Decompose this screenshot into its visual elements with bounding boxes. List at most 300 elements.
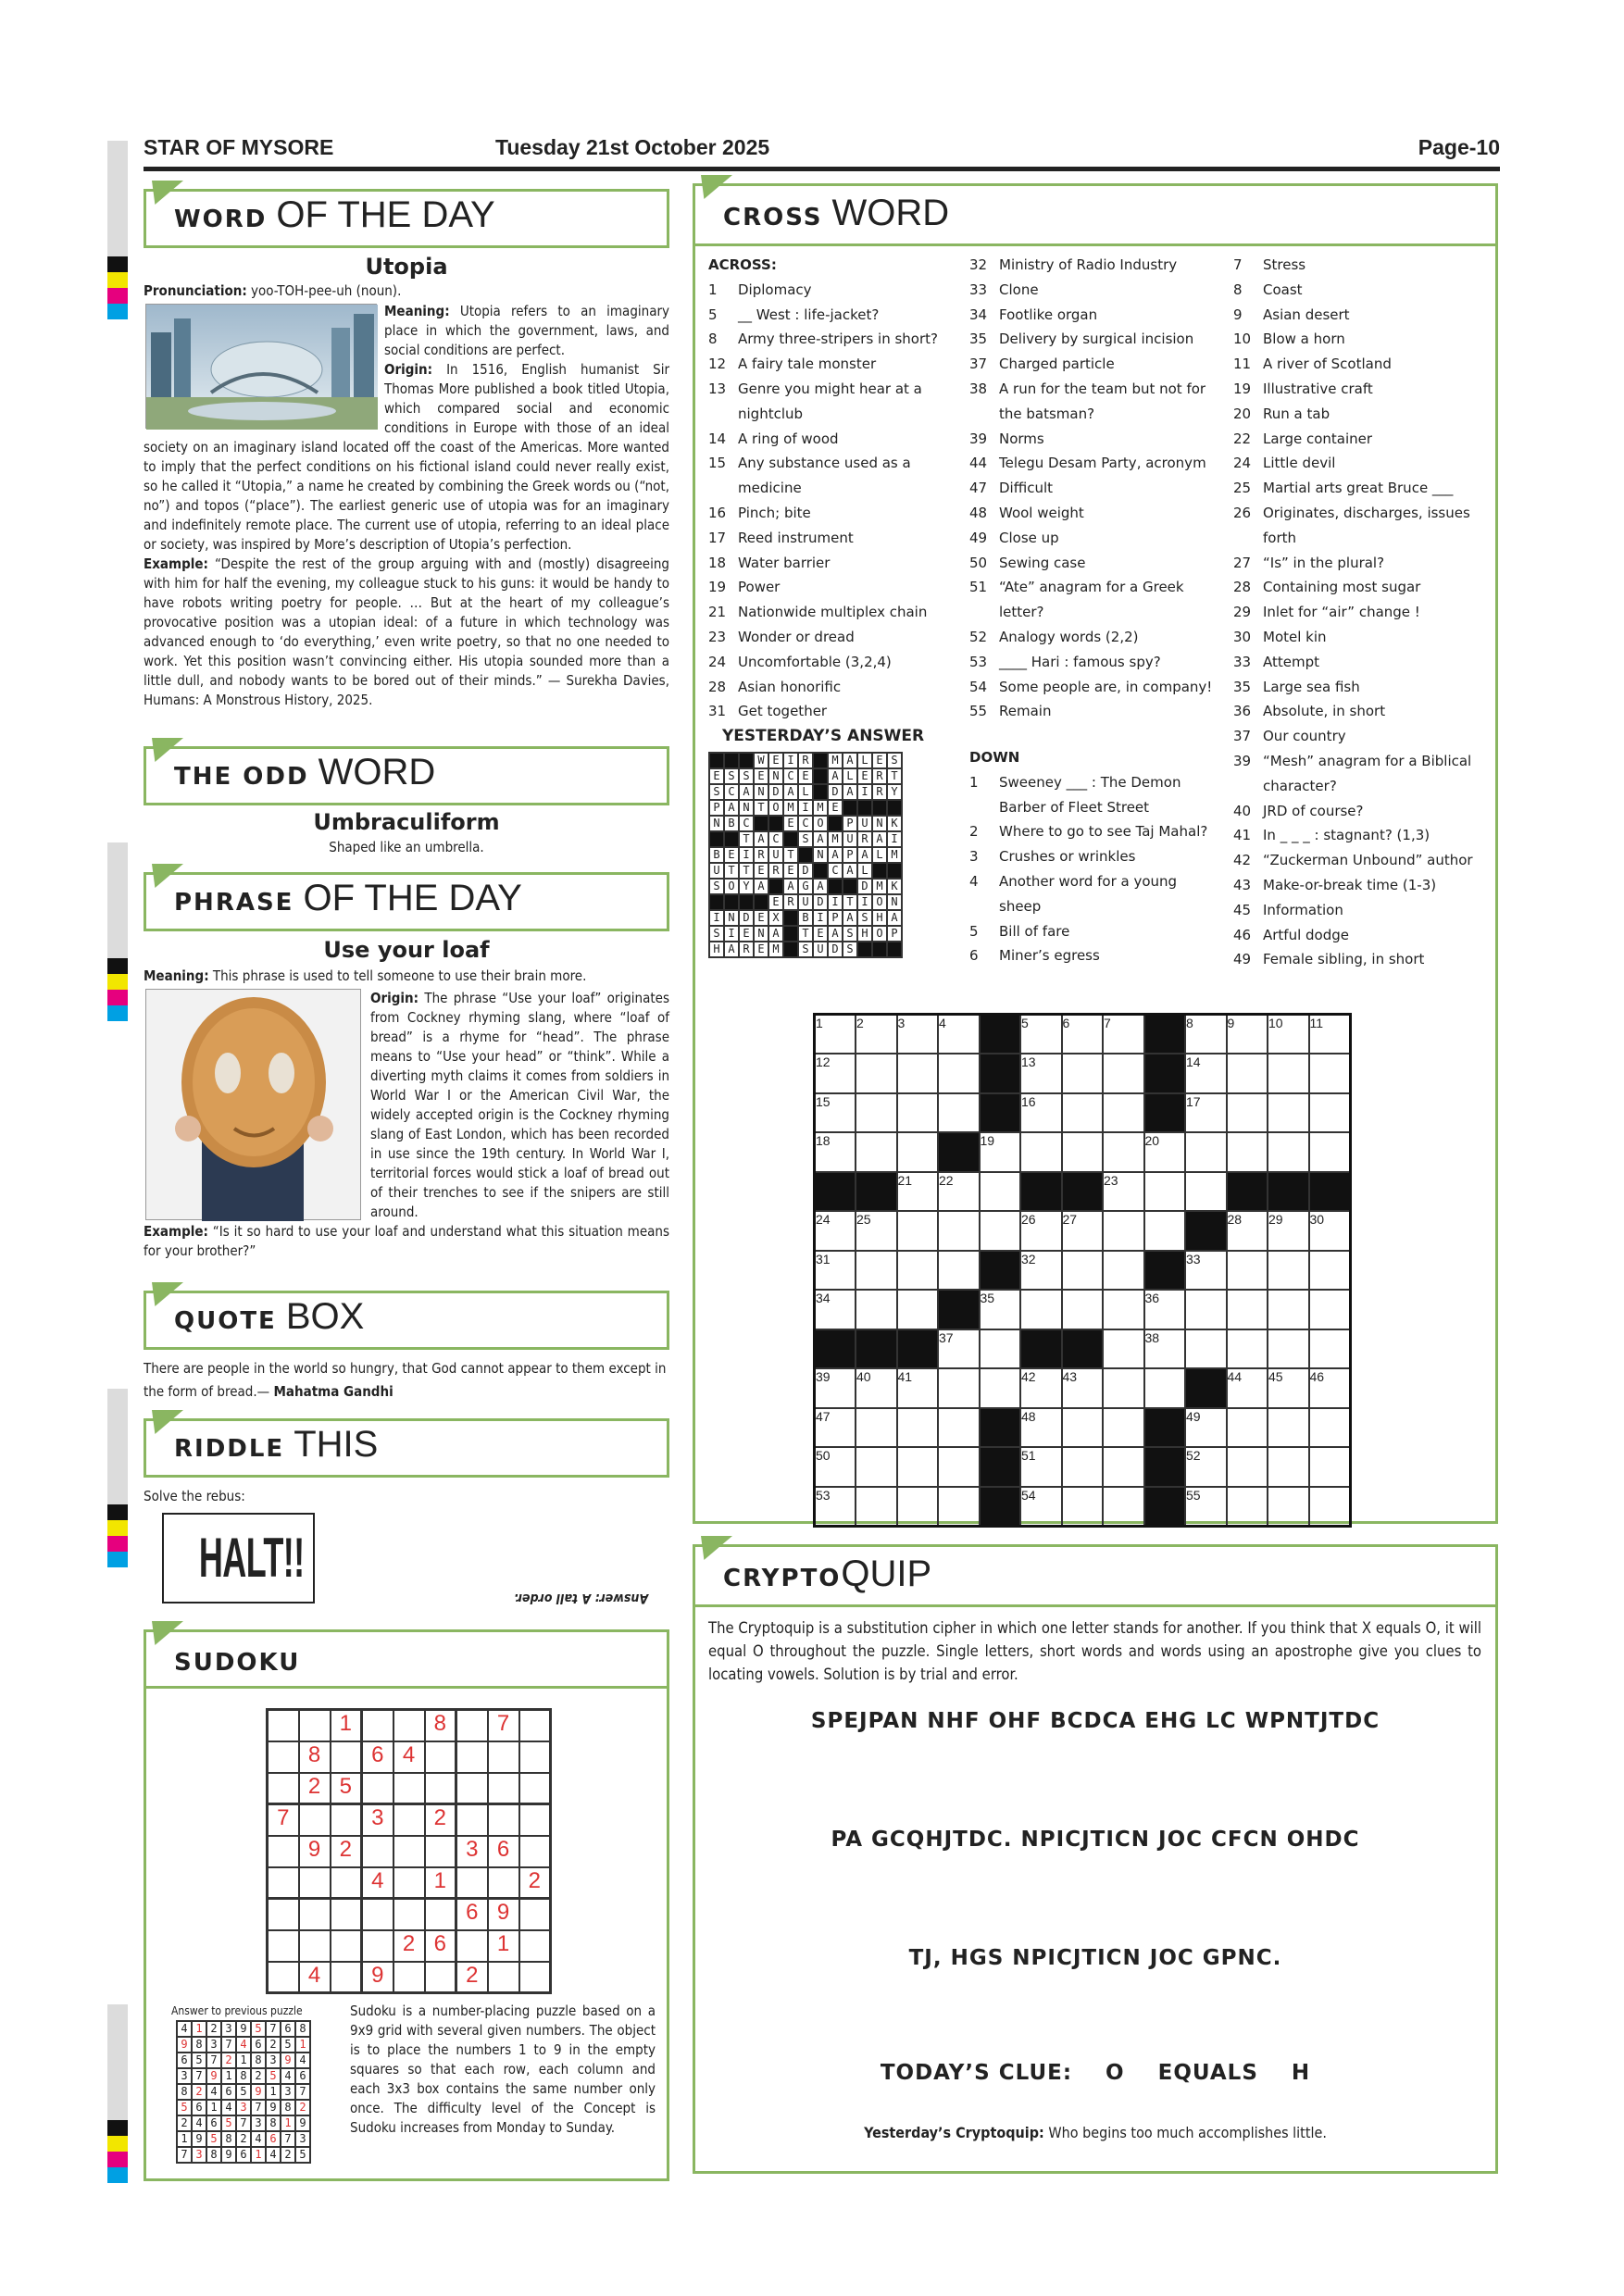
crossword-cell[interactable] [1227,1251,1268,1291]
sudoku-cell[interactable] [488,1741,519,1773]
crossword-cell[interactable] [1062,1251,1104,1291]
sudoku-cell[interactable]: 2 [331,1836,362,1867]
sudoku-cell[interactable] [299,1867,331,1899]
answer-cell: P [828,910,843,926]
previous-sudoku-cell: 5 [295,2147,310,2163]
sudoku-cell[interactable]: 2 [456,1962,488,1993]
sudoku-cell[interactable] [394,1899,425,1930]
clue-number: 46 [1233,926,1252,943]
crossword-cell[interactable] [856,1408,897,1448]
crossword-cell[interactable] [1062,1290,1104,1329]
sudoku-cell[interactable]: 4 [394,1741,425,1773]
sudoku-cell[interactable] [456,1710,488,1741]
clue-number: 39 [969,430,988,447]
clue-item [708,278,949,303]
sudoku-cell[interactable]: 7 [268,1804,299,1836]
clue-item [1233,749,1497,799]
crossword-cell[interactable] [1062,1054,1104,1093]
sudoku-cell[interactable] [519,1930,551,1962]
crossword-cell[interactable] [980,1211,1021,1251]
crossword-cell[interactable]: 46 [1309,1368,1351,1408]
crossword-cell[interactable] [1144,1211,1186,1251]
previous-sudoku-cell: 9 [251,2084,266,2100]
crossword-cell[interactable]: 53 [815,1487,856,1527]
crossword-cell[interactable] [897,1251,939,1291]
sudoku-cell[interactable] [519,1962,551,1993]
origin-text: The phrase “Use your loaf” originates from Cockney rhyming slang, where “loaf of bread” is a rhyme for “head”. The phrase means to “Use your head” or “think”. While a diverting myth claims it comes from soldiers in World War I or the American Civil War, the widely accepted origin is the Cockney rhyming slang of East London, which has been recorded in use since the 19th century. In World War I, territorial forces would stick a loaf of bread out of their trenches to see if the snipers are still around. [370,990,669,1220]
crossword-cell[interactable] [1103,1290,1144,1329]
sudoku-cell[interactable] [456,1804,488,1836]
crossword-cell[interactable]: 40 [856,1368,897,1408]
answer-cell: I [857,894,872,910]
crossword-cell[interactable]: 10 [1268,1015,1309,1054]
crossword-cell[interactable] [938,1368,980,1408]
black-square [1144,1447,1186,1487]
sudoku-cell[interactable]: 5 [331,1773,362,1804]
crossword-cell[interactable]: 43 [1062,1368,1104,1408]
crossword-cell[interactable]: 55 [1185,1487,1227,1527]
sudoku-cell[interactable]: 7 [488,1710,519,1741]
sudoku-cell[interactable]: 4 [362,1867,394,1899]
sudoku-cell[interactable] [299,1899,331,1930]
sudoku-cell[interactable]: 6 [488,1836,519,1867]
crossword-cell[interactable] [1103,1329,1144,1369]
answer-cell: U [768,847,783,863]
clue-number: 53 [969,653,988,670]
crossword-cell[interactable] [856,1054,897,1093]
sudoku-cell[interactable] [425,1773,456,1804]
crossword-cell[interactable] [1020,1132,1062,1172]
crossword-cell[interactable]: 38 [1144,1329,1186,1369]
crossword-cell[interactable]: 51 [1020,1447,1062,1487]
crossword-cell[interactable] [1227,1290,1268,1329]
sudoku-cell[interactable] [268,1899,299,1930]
sudoku-cell[interactable] [362,1710,394,1741]
crossword-cell[interactable] [1062,1408,1104,1448]
crossword-cell[interactable] [1103,1251,1144,1291]
answer-cell [768,879,783,894]
crossword-cell[interactable] [1268,1487,1309,1527]
crossword-cell[interactable] [1062,1487,1104,1527]
crossword-cell[interactable] [1227,1487,1268,1527]
crossword-cell[interactable] [1227,1054,1268,1093]
crossword-cell[interactable] [1185,1172,1227,1212]
crossword-cell[interactable] [856,1447,897,1487]
sudoku-cell[interactable] [268,1710,299,1741]
previous-sudoku-cell: 3 [266,2053,281,2068]
clue-item [708,600,949,625]
sudoku-cell[interactable] [331,1804,362,1836]
crossword-cell[interactable]: 41 [897,1368,939,1408]
crossword-cell[interactable] [1103,1447,1144,1487]
sudoku-cell[interactable] [425,1899,456,1930]
crossword-cell[interactable] [1103,1408,1144,1448]
sudoku-cell[interactable] [456,1867,488,1899]
crossword-cell[interactable]: 9 [1227,1015,1268,1054]
sudoku-cell[interactable] [362,1836,394,1867]
answer-cell: R [857,831,872,847]
clue-text: Make-or-break time (1-3) [1263,876,1437,893]
crossword-cell[interactable] [856,1132,897,1172]
crossword-cell[interactable]: 50 [815,1447,856,1487]
crossword-cell[interactable] [1268,1329,1309,1369]
crossword-cell[interactable] [1020,1290,1062,1329]
crossword-cell[interactable]: 19 [980,1132,1021,1172]
answer-cell: A [843,753,857,768]
crossword-cell[interactable]: 30 [1309,1211,1351,1251]
crossword-cell[interactable] [856,1251,897,1291]
crossword-cell[interactable]: 31 [815,1251,856,1291]
crossword-cell[interactable] [1309,1251,1351,1291]
sudoku-cell[interactable] [331,1962,362,1993]
cryptoquip-line-3: TJ, HGS NPICJTICN JOC GPNC. [908,1946,1282,1970]
sudoku-cell[interactable] [394,1962,425,1993]
sudoku-cell[interactable] [362,1899,394,1930]
sudoku-cell[interactable]: 9 [299,1836,331,1867]
crossword-cell[interactable]: 12 [815,1054,856,1093]
crossword-cell[interactable] [897,1054,939,1093]
sudoku-cell[interactable] [268,1836,299,1867]
crossword-cell[interactable] [1268,1447,1309,1487]
sudoku-cell[interactable] [519,1804,551,1836]
down-label: DOWN [969,749,1020,766]
crossword-cell[interactable] [1144,1368,1186,1408]
clue-item [1233,600,1497,625]
crossword-cell[interactable] [980,1368,1021,1408]
previous-sudoku-cell: 3 [295,2131,310,2147]
answer-cell: A [843,784,857,800]
crossword-cell[interactable]: 39 [815,1368,856,1408]
previous-sudoku-cell: 6 [266,2131,281,2147]
crossword-cell[interactable] [897,1093,939,1133]
clue-item [969,501,1229,526]
sudoku-cell[interactable] [268,1962,299,1993]
crossword-cell[interactable]: 17 [1185,1093,1227,1133]
crossword-cell[interactable]: 44 [1227,1368,1268,1408]
previous-sudoku-cell: 3 [281,2084,295,2100]
clue-number: 2 [969,823,979,841]
crossword-cell[interactable]: 18 [815,1132,856,1172]
clue-text: A fairy tale monster [738,356,877,373]
crossword-cell[interactable] [1103,1093,1144,1133]
crossword-cell[interactable] [856,1093,897,1133]
sudoku-cell[interactable] [519,1836,551,1867]
previous-sudoku-cell: 8 [281,2100,295,2115]
crossword-cell[interactable] [1103,1368,1144,1408]
crossword-cell[interactable]: 29 [1268,1211,1309,1251]
previous-sudoku-answer [176,2020,311,2164]
sudoku-cell[interactable] [394,1836,425,1867]
answer-cell: P [709,800,724,816]
answer-cell: N [768,768,783,784]
crossword-cell[interactable] [1268,1093,1309,1133]
crossword-cell[interactable]: 42 [1020,1368,1062,1408]
crossword-cell[interactable] [856,1290,897,1329]
section-title-bold: WORD [174,206,268,233]
crossword-cell[interactable]: 7 [1103,1015,1144,1054]
clue-item [708,650,949,675]
crossword-cell[interactable] [1268,1054,1309,1093]
crossword-cell[interactable]: 47 [815,1408,856,1448]
sudoku-cell[interactable] [394,1804,425,1836]
crossword-cell[interactable]: 26 [1020,1211,1062,1251]
sudoku-cell[interactable]: 9 [488,1899,519,1930]
clue-item [1233,451,1497,476]
sudoku-cell[interactable]: 4 [299,1962,331,1993]
sudoku-cell[interactable]: 3 [456,1836,488,1867]
sudoku-cell[interactable]: 1 [331,1710,362,1741]
crossword-cell[interactable] [938,1487,980,1527]
crossword-cell[interactable] [1227,1447,1268,1487]
sudoku-cell[interactable] [488,1962,519,1993]
answer-cell: R [798,753,813,768]
crossword-cell[interactable] [1227,1132,1268,1172]
clue-item [969,352,1229,377]
crossword-cell[interactable]: 21 [897,1172,939,1212]
answer-cell [887,942,902,957]
crossword-cell[interactable] [1103,1487,1144,1527]
crossword-cell[interactable] [938,1054,980,1093]
sudoku-cell[interactable]: 6 [456,1899,488,1930]
crossword-cell[interactable] [938,1211,980,1251]
crossword-cell[interactable] [1185,1290,1227,1329]
sudoku-cell[interactable] [268,1773,299,1804]
sudoku-cell[interactable] [488,1804,519,1836]
sudoku-cell[interactable] [519,1773,551,1804]
clue-number: 55 [969,703,988,720]
crossword-cell[interactable]: 34 [815,1290,856,1329]
answer-cell: I [783,753,798,768]
crossword-cell[interactable] [1062,1447,1104,1487]
answer-cell: X [768,910,783,926]
clue-item [1233,848,1497,873]
sudoku-cell[interactable] [331,1899,362,1930]
crossword-cell[interactable]: 32 [1020,1251,1062,1291]
crossword-cell[interactable] [1227,1329,1268,1369]
crossword-cell[interactable] [1062,1132,1104,1172]
crossword-cell[interactable] [1103,1054,1144,1093]
crossword-cell[interactable] [1268,1132,1309,1172]
crossword-cell[interactable]: 5 [1020,1015,1062,1054]
crossword-cell[interactable] [1227,1408,1268,1448]
crossword-cell[interactable]: 37 [938,1329,980,1369]
crossword-cell[interactable] [1309,1408,1351,1448]
sudoku-cell[interactable] [394,1867,425,1899]
sudoku-cell[interactable] [456,1930,488,1962]
sudoku-cell[interactable] [488,1867,519,1899]
sudoku-cell[interactable] [299,1710,331,1741]
pronunciation-label: Pronunciation: [144,282,247,299]
sudoku-cell[interactable]: 2 [425,1804,456,1836]
crossword-cell[interactable] [1309,1093,1351,1133]
crossword-cell[interactable]: 8 [1185,1015,1227,1054]
sudoku-grid[interactable] [266,1708,552,1994]
crossword-cell[interactable] [1268,1290,1309,1329]
crossword-cell[interactable] [938,1093,980,1133]
answer-cell: E [709,768,724,784]
crossword-cell[interactable] [897,1447,939,1487]
sudoku-cell[interactable]: 8 [299,1741,331,1773]
crossword-cell[interactable]: 28 [1227,1211,1268,1251]
crossword-cell[interactable]: 16 [1020,1093,1062,1133]
crossword-cell[interactable]: 33 [1185,1251,1227,1291]
crossword-cell[interactable] [1309,1487,1351,1527]
crossword-cell[interactable]: 14 [1185,1054,1227,1093]
crossword-cell[interactable]: 3 [897,1015,939,1054]
crossword-cell[interactable] [1227,1093,1268,1133]
across-clues-2 [969,253,1229,724]
answer-cell: A [828,768,843,784]
crossword-cell[interactable] [897,1290,939,1329]
sudoku-cell[interactable]: 3 [362,1804,394,1836]
sudoku-cell[interactable]: 1 [425,1867,456,1899]
sudoku-cell[interactable] [519,1741,551,1773]
crossword-cell[interactable] [856,1487,897,1527]
crossword-cell[interactable] [1309,1329,1351,1369]
crossword-cell[interactable] [897,1211,939,1251]
answer-cell [857,942,872,957]
crossword-grid[interactable] [813,1013,1352,1528]
crossword-cell[interactable]: 36 [1144,1290,1186,1329]
sudoku-cell[interactable]: 6 [425,1930,456,1962]
crossword-cell[interactable]: 54 [1020,1487,1062,1527]
black-square [1144,1487,1186,1527]
clue-text: Water barrier [738,554,831,571]
clue-text: Bill of fare [999,922,1070,940]
crossword-cell[interactable] [1062,1093,1104,1133]
sudoku-cell[interactable] [331,1867,362,1899]
crossword-cell[interactable]: 15 [815,1093,856,1133]
sudoku-cell[interactable]: 1 [488,1930,519,1962]
crossword-cell[interactable] [1268,1251,1309,1291]
black-square [980,1408,1021,1448]
sudoku-cell[interactable] [362,1930,394,1962]
crossword-cell[interactable]: 20 [1144,1132,1186,1172]
sudoku-cell[interactable] [268,1867,299,1899]
crossword-cell[interactable]: 49 [1185,1408,1227,1448]
crossword-cell[interactable] [1309,1447,1351,1487]
clue-number: 52 [969,628,988,645]
sudoku-cell[interactable] [488,1773,519,1804]
sudoku-cell[interactable] [519,1899,551,1930]
sudoku-cell[interactable] [331,1930,362,1962]
crossword-cell[interactable] [1268,1408,1309,1448]
previous-sudoku-cell: 8 [192,2037,206,2053]
answer-cell [813,784,828,800]
sudoku-cell[interactable]: 6 [362,1741,394,1773]
crossword-cell[interactable] [1309,1132,1351,1172]
quote-text [144,1357,669,1404]
sudoku-cell[interactable] [425,1741,456,1773]
sudoku-cell[interactable] [425,1962,456,1993]
section-title: QUIP [841,1554,932,1594]
crossword-cell[interactable] [1103,1132,1144,1172]
crossword-cell[interactable] [1309,1290,1351,1329]
crossword-cell[interactable] [1144,1172,1186,1212]
previous-sudoku-cell: 4 [251,2131,266,2147]
sudoku-cell[interactable] [362,1773,394,1804]
crossword-cell[interactable]: 13 [1020,1054,1062,1093]
black-square [980,1251,1021,1291]
crossword-cell[interactable] [1185,1329,1227,1369]
crossword-cell[interactable]: 24 [815,1211,856,1251]
crossword-cell[interactable]: 23 [1103,1172,1144,1212]
crossword-cell[interactable] [938,1408,980,1448]
clue-text: Martial arts great Bruce ___ [1263,480,1454,497]
sudoku-cell[interactable] [456,1741,488,1773]
sudoku-cell[interactable] [268,1930,299,1962]
crossword-cell[interactable]: 11 [1309,1015,1351,1054]
sudoku-cell[interactable] [519,1710,551,1741]
crossword-cell[interactable] [1309,1054,1351,1093]
sudoku-cell[interactable] [268,1741,299,1773]
clue-number: 12 [708,356,727,373]
sudoku-cell[interactable] [299,1930,331,1962]
sudoku-cell[interactable]: 2 [519,1867,551,1899]
crossword-cell[interactable]: 27 [1062,1211,1104,1251]
clue-text: Delivery by surgical incision [999,331,1194,348]
clue-text: Containing most sugar [1263,579,1421,596]
crossword-cell[interactable] [980,1329,1021,1369]
sudoku-cell[interactable] [425,1836,456,1867]
crossword-cell[interactable]: 35 [980,1290,1021,1329]
clue-number: 28 [1233,579,1252,596]
section-title: SUDOKU [174,1649,301,1677]
crossword-cell[interactable] [897,1408,939,1448]
sudoku-cell[interactable] [394,1710,425,1741]
example-text: “Despite the rest of the group arguing with and (mostly) disagreeing with him for half the evening, my colleague stuck to his guns: it would be handy to have robots writing poetry for people. … But at the heart of my colleague’s provocative position was a utopian ideal: of a future in which technology was advanced enough to ‘do everything,’ even write poetry, so that no one needed to work. Yet this position wasn’t convincing either. His utopia sounded more than a little dull, and nobody wants to be bored out of their minds.” — Surekha Davies, Humans: A Monstrous History, 2025. [144,555,669,708]
previous-sudoku-cell: 3 [221,2021,236,2037]
crossword-cell[interactable] [897,1132,939,1172]
crossword-cell[interactable]: 25 [856,1211,897,1251]
crossword-cell[interactable]: 6 [1062,1015,1104,1054]
crossword-cell[interactable] [938,1447,980,1487]
crossword-cell[interactable]: 1 [815,1015,856,1054]
clue-item [1233,377,1497,402]
crossword-cell[interactable]: 2 [856,1015,897,1054]
crossword-cell[interactable] [938,1251,980,1291]
previous-sudoku-cell: 2 [236,2131,251,2147]
clue-text: Large container [1263,430,1373,447]
clue-text: Army three-stripers in short? [738,331,938,348]
sudoku-cell[interactable]: 2 [299,1773,331,1804]
section-title-bold: QUOTE [174,1307,277,1335]
crossword-cell[interactable] [1185,1132,1227,1172]
sudoku-cell[interactable] [394,1773,425,1804]
answer-cell: N [754,926,768,942]
crossword-cell[interactable] [897,1487,939,1527]
sudoku-cell[interactable]: 8 [425,1710,456,1741]
answer-cell: A [813,831,828,847]
sudoku-cell[interactable]: 2 [394,1930,425,1962]
crossword-cell[interactable]: 4 [938,1015,980,1054]
crossword-cell[interactable]: 22 [938,1172,980,1212]
clue-number: 1 [708,281,718,298]
previous-sudoku-cell: 8 [236,2068,251,2084]
previous-sudoku-cell: 2 [177,2115,192,2131]
odd-word: Umbraculiform [313,809,500,835]
sudoku-cell[interactable] [456,1773,488,1804]
crossword-cell[interactable] [1103,1211,1144,1251]
sudoku-cell[interactable] [331,1741,362,1773]
crossword-cell[interactable]: 45 [1268,1368,1309,1408]
sudoku-cell[interactable]: 9 [362,1962,394,1993]
crossword-cell[interactable]: 48 [1020,1408,1062,1448]
crossword-cell[interactable] [980,1172,1021,1212]
sudoku-cell[interactable] [299,1804,331,1836]
crossword-cell[interactable]: 52 [1185,1447,1227,1487]
rebus-text: HALT!! [198,1527,305,1589]
